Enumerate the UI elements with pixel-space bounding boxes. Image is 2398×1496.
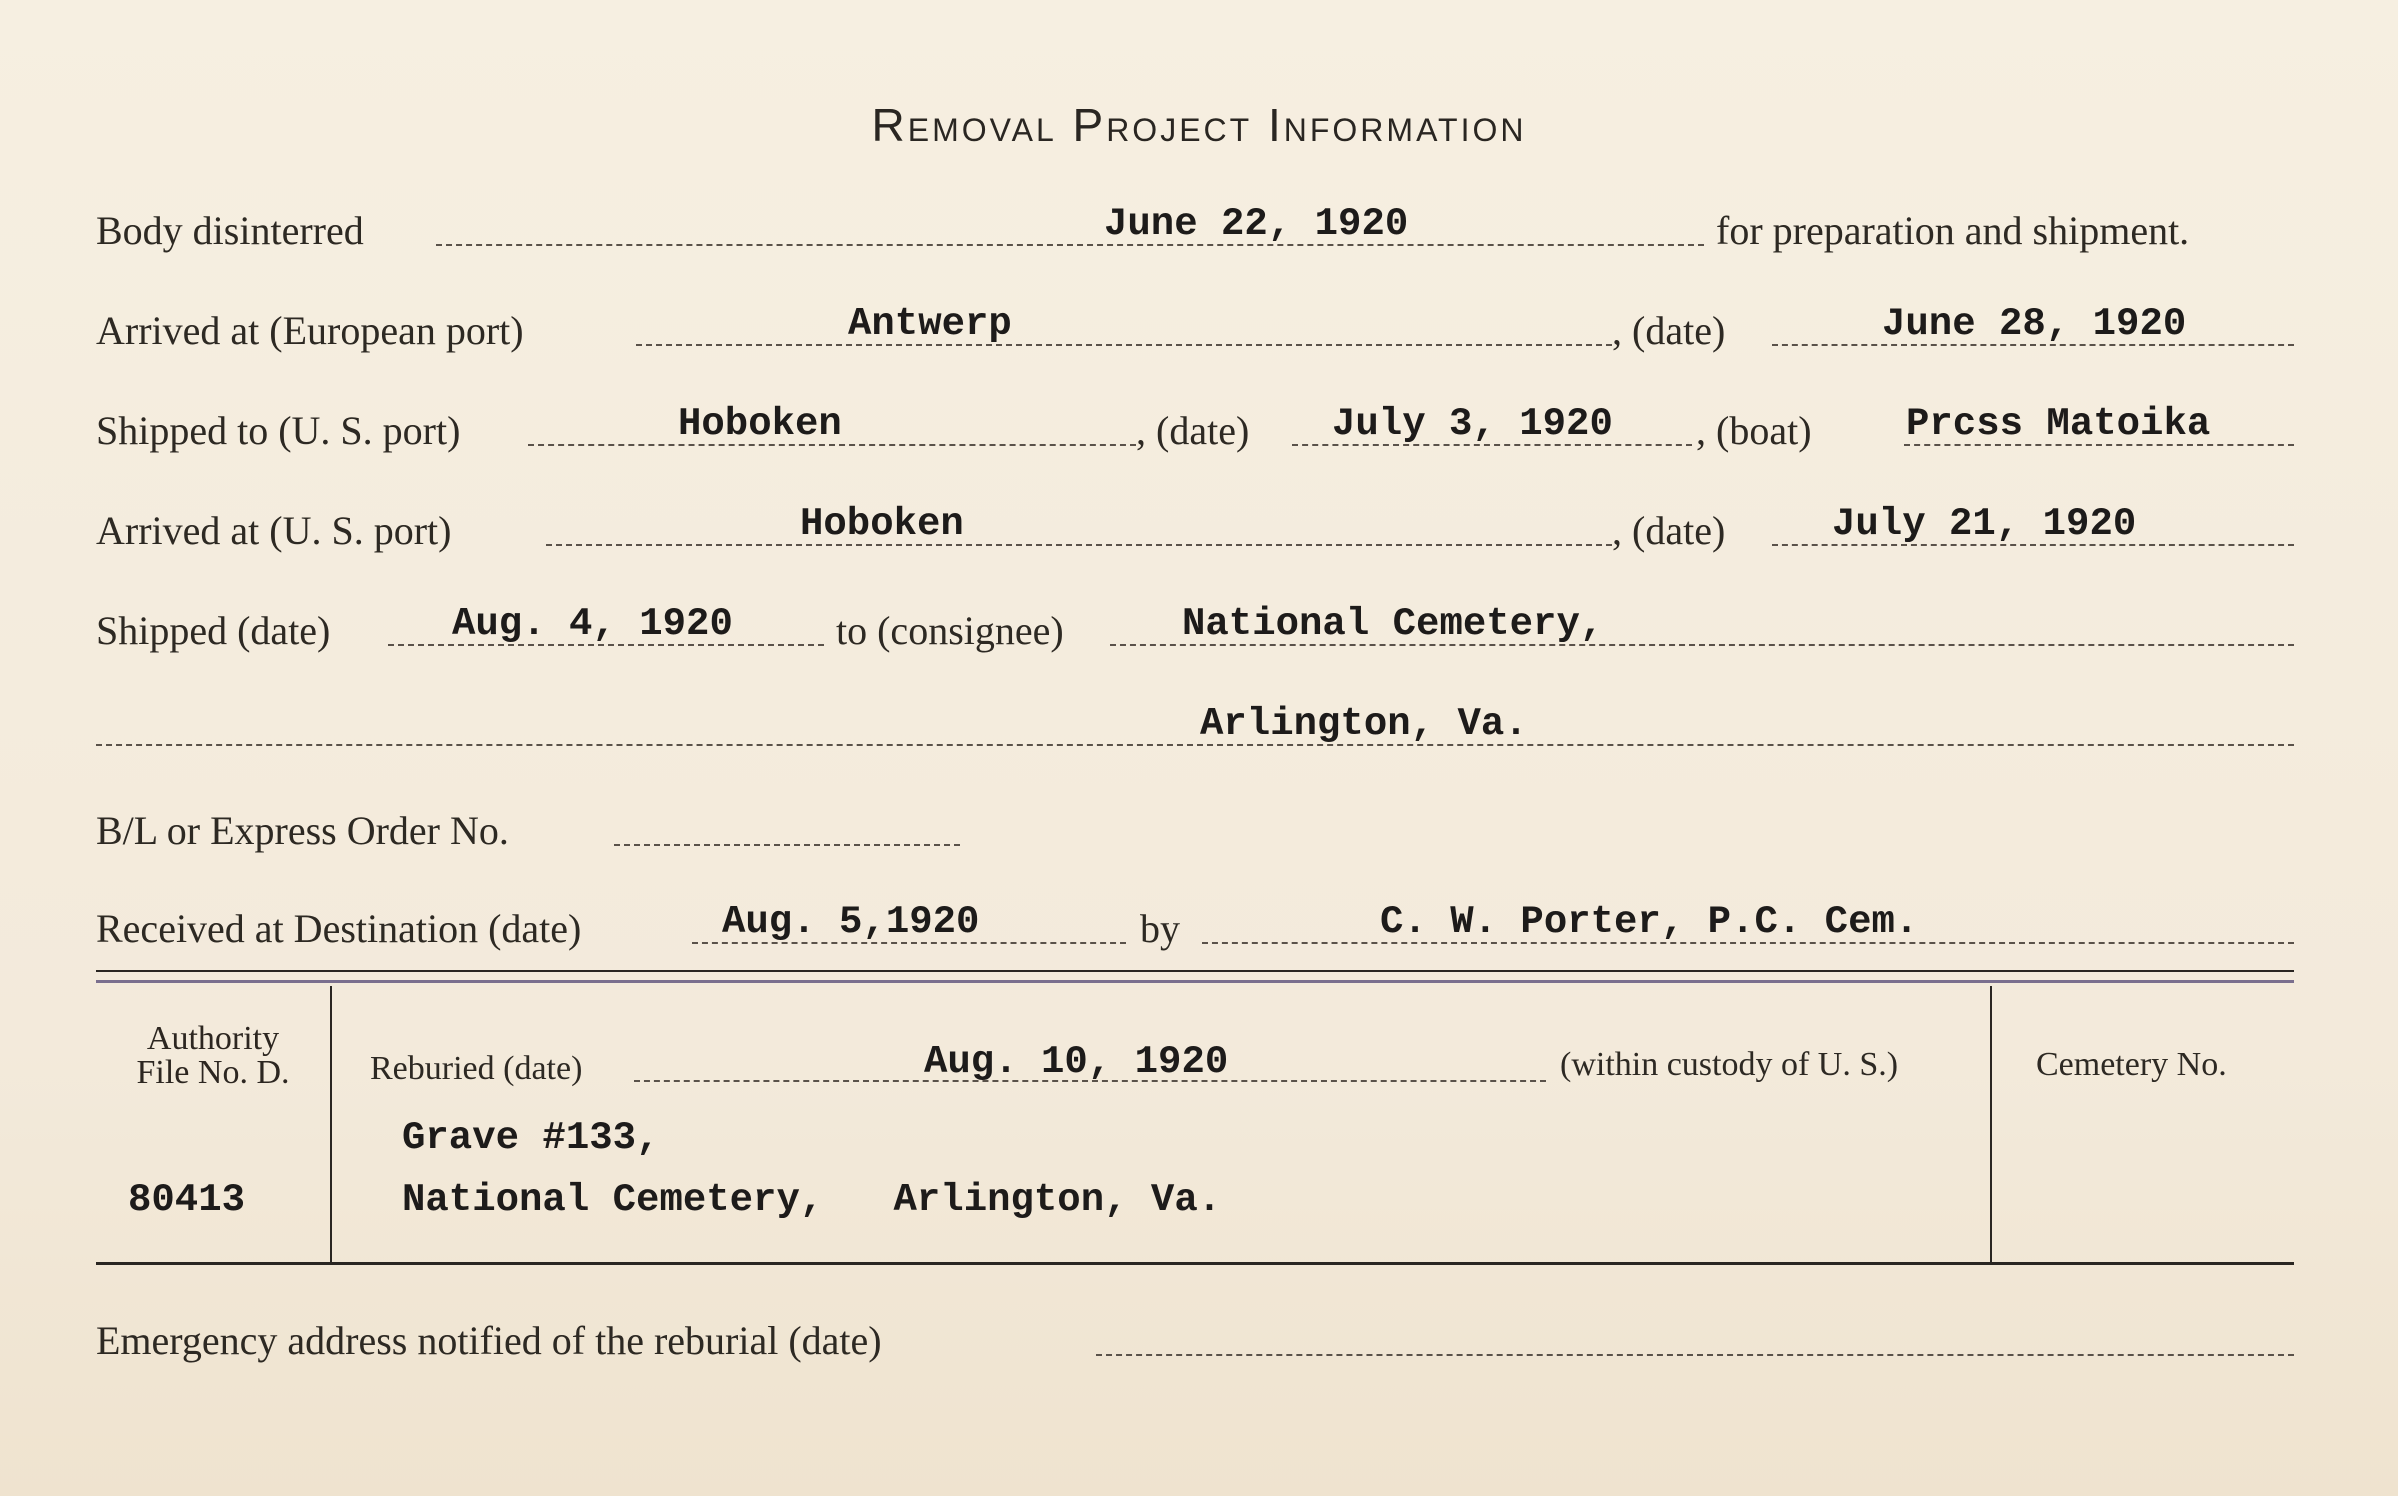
- box-top-rule-violet: [96, 980, 2294, 983]
- reburied-custody: (within custody of U. S.): [1560, 1046, 1899, 1083]
- consignee-line2: Arlington, Va.: [1200, 702, 1528, 746]
- shipped-us-boat: Prcss Matoika: [1906, 402, 2211, 446]
- emergency-line: [1096, 1354, 2294, 1356]
- authority-file-no: 80413: [128, 1178, 246, 1222]
- received-label: Received at Destination (date): [96, 906, 582, 951]
- arrived-european-label: Arrived at (European port): [96, 308, 524, 353]
- arrived-european-port-line: [636, 344, 1612, 346]
- page-title: Removal Project Information: [871, 99, 1527, 151]
- arrived-us-port-line: [546, 544, 1612, 546]
- body-disinterred-label: Body disinterred: [96, 208, 364, 253]
- arrived-us-port: Hoboken: [800, 502, 964, 546]
- shipped-us-port: Hoboken: [678, 402, 842, 446]
- row-emergency: [96, 1310, 2294, 1370]
- row-bl-order: [96, 800, 2294, 860]
- row-body-disinterred: [96, 200, 2294, 260]
- reburied-label: Reburied (date): [370, 1050, 583, 1087]
- shipped-date-label: Shipped (date): [96, 608, 331, 653]
- cemetery-no-label: Cemetery No.: [2036, 1046, 2227, 1083]
- shipped-us-label: Shipped to (U. S. port): [96, 408, 461, 453]
- bl-order-line: [614, 844, 960, 846]
- body-disinterred-value: June 22, 1920: [1104, 202, 1409, 246]
- shipped-us-date-label: , (date): [1136, 408, 1250, 453]
- received-by-label: by: [1140, 906, 1180, 951]
- consignee-label: to (consignee): [836, 608, 1064, 653]
- row-received: [96, 898, 2294, 958]
- row-consignee-continued: [96, 700, 2294, 760]
- received-by: C. W. Porter, P.C. Cem.: [1380, 900, 1919, 944]
- authority-cell: [96, 1020, 330, 1092]
- authority-label: Authority: [146, 1020, 280, 1057]
- row-shipped: [96, 600, 2294, 660]
- arrived-european-port: Antwerp: [848, 302, 1012, 346]
- consignee-line1: National Cemetery,: [1182, 602, 1604, 646]
- box-divider-right: [1990, 986, 1992, 1264]
- body-disinterred-line: [436, 244, 1704, 246]
- arrived-us-date-label: , (date): [1612, 508, 1726, 553]
- grave-line2: National Cemetery, Arlington, Va.: [402, 1178, 1222, 1222]
- row-shipped-us: [96, 400, 2294, 460]
- row-arrived-us: [96, 500, 2294, 560]
- file-no-label: File No. D.: [136, 1054, 290, 1091]
- grave-line1: Grave #133,: [402, 1116, 660, 1160]
- arrived-us-label: Arrived at (U. S. port): [96, 508, 452, 553]
- shipped-date: Aug. 4, 1920: [452, 602, 733, 646]
- row-arrived-european: [96, 300, 2294, 360]
- bl-order-label: B/L or Express Order No.: [96, 808, 509, 853]
- consignee-continued-line: [96, 744, 2294, 746]
- shipped-us-date: July 3, 1920: [1332, 402, 1613, 446]
- arrived-european-date-label: , (date): [1612, 308, 1726, 353]
- box-bottom-rule: [96, 1262, 2294, 1265]
- arrived-us-date: July 21, 1920: [1832, 502, 2137, 546]
- box-top-rule: [96, 970, 2294, 972]
- arrived-european-date: June 28, 1920: [1882, 302, 2187, 346]
- body-disinterred-suffix: for preparation and shipment.: [1716, 208, 2190, 253]
- reburied-date: Aug. 10, 1920: [924, 1040, 1229, 1084]
- shipped-us-boat-label: , (boat): [1696, 408, 1812, 453]
- box-divider-left: [330, 986, 332, 1264]
- received-date: Aug. 5,1920: [722, 900, 980, 944]
- emergency-label: Emergency address notified of the reburial (date): [96, 1318, 882, 1363]
